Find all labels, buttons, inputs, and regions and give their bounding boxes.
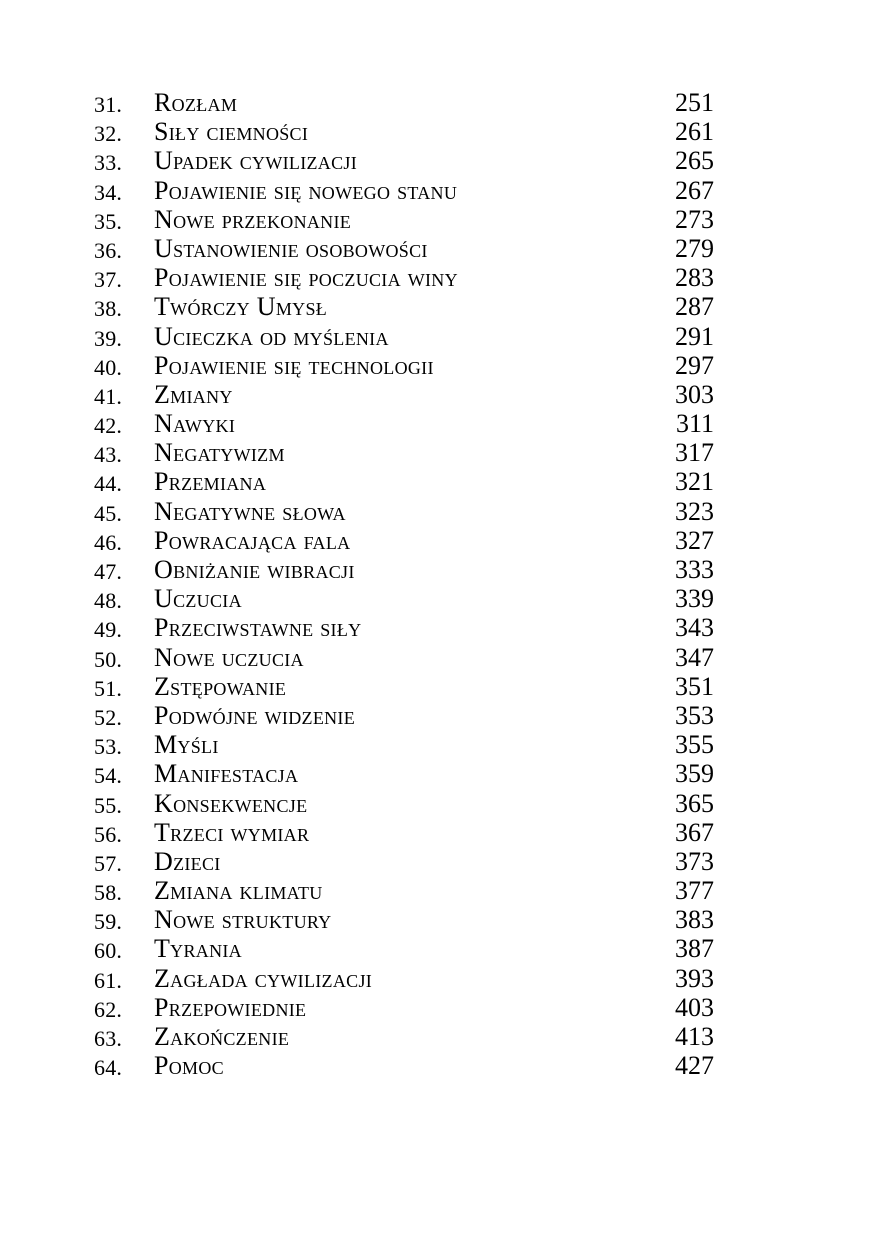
page-number: 413 [675, 1022, 714, 1051]
chapter-number: 35. [94, 208, 123, 234]
chapter-number: 41. [94, 383, 123, 409]
chapter-title: Pojawienie się nowego stanu [154, 175, 458, 205]
chapter-number: 37. [94, 267, 123, 293]
chapter-title: Zakończenie [154, 1022, 290, 1051]
chapter-title: Nowe struktury [154, 905, 332, 935]
page-number: 351 [675, 671, 714, 701]
toc-entry [0, 730, 875, 759]
chapter-number: 52. [94, 704, 123, 730]
chapter-title: Nawyki [154, 409, 236, 439]
page-number: 279 [675, 233, 714, 263]
chapter-title: Ustanowienie osobowości [154, 233, 428, 263]
toc-entry [0, 701, 875, 730]
chapter-title: Powracająca fala [154, 525, 351, 555]
chapter-title: Manifestacja [154, 759, 299, 789]
page-number: 303 [675, 379, 714, 409]
toc-entry [0, 176, 875, 205]
page-number: 321 [675, 467, 714, 497]
chapter-title: Trzeci wymiar [154, 817, 310, 847]
page-number: 297 [675, 350, 714, 380]
page-number: 347 [675, 642, 714, 672]
page-number: 333 [675, 555, 714, 584]
toc-entry [0, 409, 875, 438]
page-number: 283 [675, 263, 714, 293]
page-number: 251 [675, 88, 714, 117]
page-number: 267 [675, 175, 714, 205]
chapter-number: 38. [94, 296, 123, 322]
toc-entry [0, 438, 875, 467]
page-number: 373 [675, 846, 714, 876]
toc-entry [0, 905, 875, 934]
chapter-number: 53. [94, 734, 123, 760]
page-number: 377 [675, 876, 714, 906]
chapter-number: 34. [94, 179, 123, 205]
chapter-title: Przeciwstawne siły [154, 613, 362, 643]
toc-entry [0, 759, 875, 788]
page-number: 327 [675, 525, 714, 555]
page-number: 265 [675, 146, 714, 176]
toc-entry [0, 146, 875, 175]
chapter-number: 45. [94, 500, 123, 526]
chapter-title: Twórczy Umysł [154, 292, 328, 322]
toc-entry [0, 847, 875, 876]
toc-entry [0, 351, 875, 380]
chapter-number: 56. [94, 821, 123, 847]
chapter-number: 57. [94, 850, 123, 876]
chapter-number: 49. [94, 617, 123, 643]
chapter-number: 33. [94, 150, 123, 176]
page-number: 317 [675, 438, 714, 468]
chapter-number: 58. [94, 880, 123, 906]
chapter-title: Ucieczka od myślenia [154, 321, 389, 351]
chapter-title: Konsekwencje [154, 788, 308, 818]
toc-entry [0, 964, 875, 993]
page-number: 273 [675, 204, 714, 234]
chapter-title: Pojawienie się technologii [154, 350, 434, 380]
chapter-number: 40. [94, 354, 123, 380]
toc-entry [0, 876, 875, 905]
toc-entry [0, 584, 875, 613]
toc-entry [0, 818, 875, 847]
chapter-number: 42. [94, 413, 123, 439]
toc-entry [0, 292, 875, 321]
chapter-number: 50. [94, 646, 123, 672]
chapter-title: Dzieci [154, 846, 221, 876]
toc-entry [0, 263, 875, 292]
toc-entry [0, 555, 875, 584]
toc-entry [0, 1051, 875, 1080]
chapter-title: Nowe przekonanie [154, 204, 352, 234]
chapter-title: Zagłada cywilizacji [154, 963, 373, 993]
page-number: 353 [675, 700, 714, 730]
page-number: 343 [675, 613, 714, 643]
chapter-number: 31. [94, 92, 123, 117]
chapter-number: 51. [94, 675, 123, 701]
toc-entry [0, 234, 875, 263]
toc-entry [0, 380, 875, 409]
chapter-number: 55. [94, 792, 123, 818]
page-number: 287 [675, 292, 714, 322]
chapter-number: 32. [94, 121, 123, 147]
chapter-title: Tyrania [154, 934, 242, 964]
page-number: 387 [675, 934, 714, 964]
chapter-number: 61. [94, 967, 123, 993]
page-number: 383 [675, 905, 714, 935]
chapter-title: Siły ciemności [154, 117, 309, 147]
toc-entry [0, 993, 875, 1022]
chapter-title: Pomoc [154, 1051, 224, 1081]
chapter-number: 54. [94, 763, 123, 789]
toc-entry [0, 88, 875, 117]
page-number: 339 [675, 584, 714, 614]
page-number: 311 [675, 409, 714, 439]
chapter-number: 60. [94, 938, 123, 964]
page-number: 323 [675, 496, 714, 526]
chapter-number: 64. [94, 1055, 123, 1081]
chapter-number: 43. [94, 442, 123, 468]
chapter-title: Podwójne widzenie [154, 700, 356, 730]
chapter-number: 48. [94, 588, 123, 614]
toc-entry [0, 1022, 875, 1051]
toc-entry [0, 934, 875, 963]
page-number: 365 [675, 788, 714, 818]
toc-entry [0, 205, 875, 234]
page-number: 355 [675, 730, 714, 760]
table-of-contents [0, 88, 875, 1080]
chapter-number: 36. [94, 237, 123, 263]
page-number: 261 [675, 117, 714, 147]
chapter-title: Uczucia [154, 584, 242, 614]
chapter-title: Obniżanie wibracji [154, 555, 355, 584]
chapter-title: Zmiana klimatu [154, 876, 323, 906]
chapter-title: Przepowiednie [154, 992, 307, 1022]
chapter-title: Nowe uczucia [154, 642, 304, 672]
chapter-number: 44. [94, 471, 123, 497]
chapter-number: 39. [94, 325, 123, 351]
page-number: 367 [675, 817, 714, 847]
toc-entry [0, 322, 875, 351]
chapter-title: Pojawienie się poczucia winy [154, 263, 458, 293]
chapter-number: 63. [94, 1026, 123, 1051]
page-number: 291 [675, 321, 714, 351]
chapter-title: Negatywizm [154, 438, 285, 468]
chapter-title: Zstępowanie [154, 671, 287, 701]
chapter-number: 46. [94, 529, 123, 555]
toc-entry [0, 467, 875, 496]
chapter-title: Przemiana [154, 467, 267, 497]
page-number: 427 [675, 1051, 714, 1081]
chapter-number: 47. [94, 559, 123, 584]
toc-entry [0, 497, 875, 526]
chapter-title: Negatywne słowa [154, 496, 346, 526]
toc-entry [0, 643, 875, 672]
chapter-number: 62. [94, 996, 123, 1022]
page-number: 393 [675, 963, 714, 993]
chapter-title: Rozłam [154, 88, 238, 117]
toc-entry [0, 117, 875, 146]
chapter-number: 59. [94, 909, 123, 935]
page-number: 403 [675, 992, 714, 1022]
toc-entry [0, 613, 875, 642]
chapter-title: Myśli [154, 730, 219, 760]
page-number: 359 [675, 759, 714, 789]
chapter-title: Upadek cywilizacji [154, 146, 358, 176]
toc-entry [0, 526, 875, 555]
toc-entry [0, 672, 875, 701]
chapter-title: Zmiany [154, 379, 233, 409]
toc-entry [0, 789, 875, 818]
